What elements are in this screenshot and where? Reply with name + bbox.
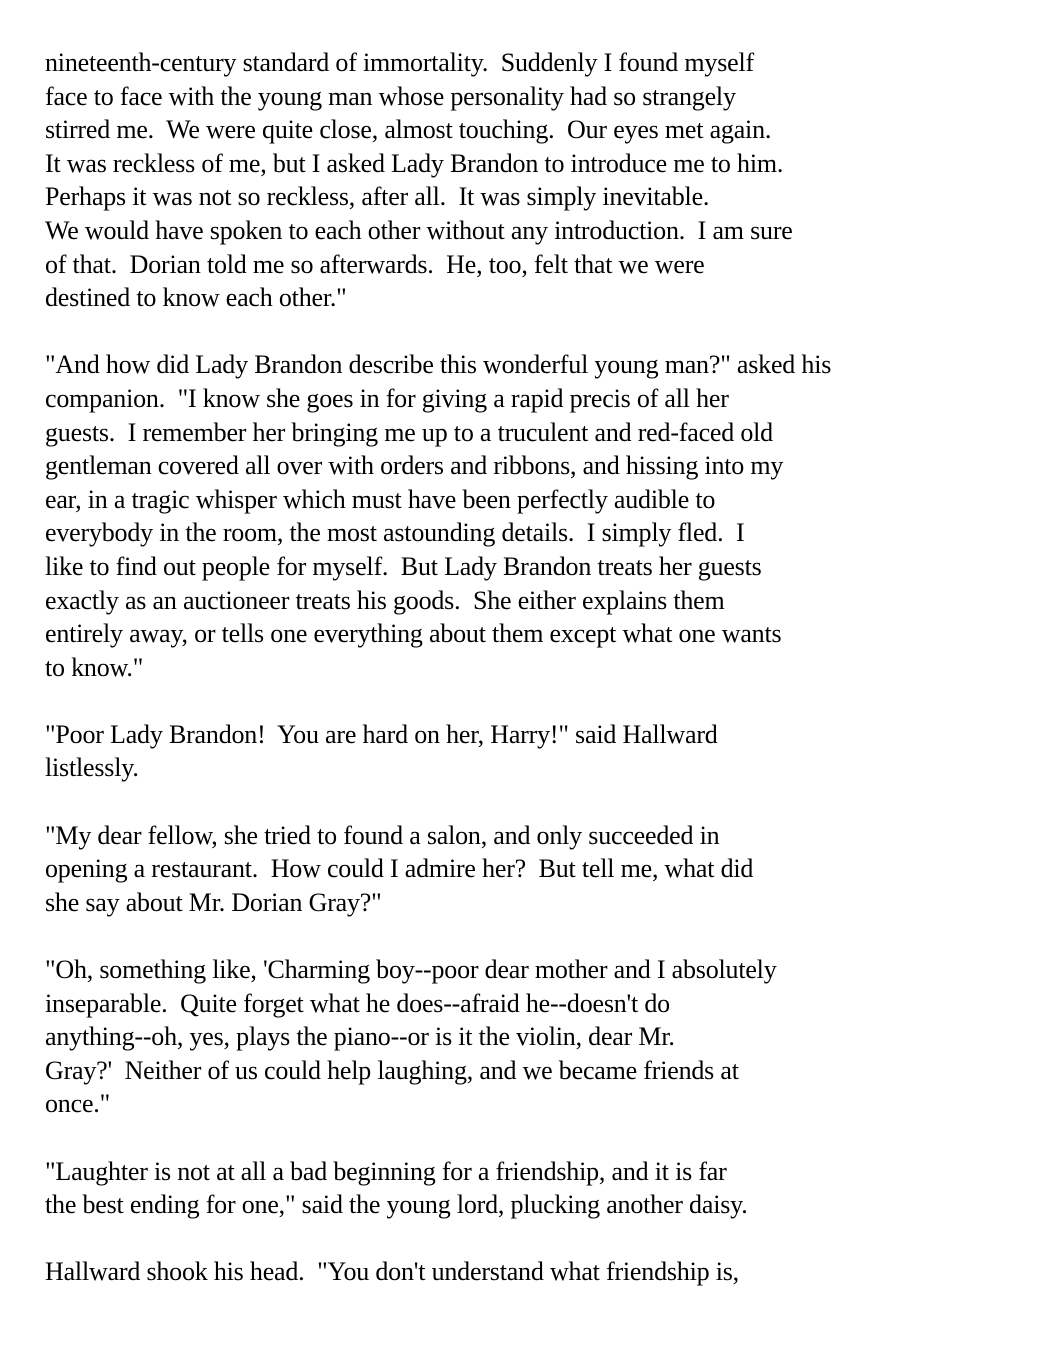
text-line: nineteenth-century standard of immortality. Suddenly I found myself xyxy=(45,48,754,77)
text-line: everybody in the room, the most astounding details. I simply fled. I xyxy=(45,518,745,548)
text-line: stirred me. We were quite close, almost touching. Our eyes met again. xyxy=(45,115,772,145)
paragraph xyxy=(45,953,1005,1121)
text-line: of that. Dorian told me so afterwards. He, too, felt that we were xyxy=(45,249,705,279)
text-line: It was reckless of me, but I asked Lady Brandon to introduce me to him. xyxy=(45,148,784,178)
text-line: companion. "I know she goes in for giving a rapid precis of all her xyxy=(45,383,729,413)
text-line: listlessly. xyxy=(45,753,139,783)
text-line: "Oh, something like, 'Charming boy--poor dear mother and I absolutely xyxy=(45,955,777,985)
document-page xyxy=(45,46,1005,1323)
paragraph xyxy=(45,348,1005,684)
text-line: Gray?' Neither of us could help laughing, and we became friends at xyxy=(45,1055,739,1085)
text-line: once." xyxy=(45,1089,110,1119)
text-line: inseparable. Quite forget what he does--afraid he--doesn't do xyxy=(45,988,670,1018)
text-line: she say about Mr. Dorian Gray?" xyxy=(45,887,382,917)
text-line: exactly as an auctioneer treats his goods. She either explains them xyxy=(45,585,725,615)
text-line: opening a restaurant. How could I admire her? But tell me, what did xyxy=(45,854,754,884)
paragraph xyxy=(45,46,1005,315)
text-line: "Poor Lady Brandon! You are hard on her, Harry!" said Hallward xyxy=(45,719,718,749)
text-line: the best ending for one," said the young lord, plucking another daisy. xyxy=(45,1190,748,1220)
paragraph xyxy=(45,1255,1005,1289)
text-line: "And how did Lady Brandon describe this wonderful young man?" asked his xyxy=(45,350,832,380)
text-line: destined to know each other." xyxy=(45,283,347,313)
text-line: We would have spoken to each other without any introduction. I am sure xyxy=(45,215,793,245)
text-line: to know." xyxy=(45,652,144,682)
text-line: Perhaps it was not so reckless, after all. It was simply inevitable. xyxy=(45,182,710,212)
paragraph xyxy=(45,718,1005,785)
text-line: Hallward shook his head. "You don't understand what friendship is, xyxy=(45,1257,739,1287)
text-line: "My dear fellow, she tried to found a salon, and only succeeded in xyxy=(45,820,720,850)
text-line: ear, in a tragic whisper which must have been perfectly audible to xyxy=(45,484,716,514)
text-line: gentleman covered all over with orders and ribbons, and hissing into my xyxy=(45,451,784,481)
text-line: guests. I remember her bringing me up to a truculent and red-faced old xyxy=(45,417,773,447)
text-line: "Laughter is not at all a bad beginning for a friendship, and it is far xyxy=(45,1156,727,1186)
text-line: like to find out people for myself. But Lady Brandon treats her guests xyxy=(45,551,762,581)
paragraph xyxy=(45,1155,1005,1222)
text-line: face to face with the young man whose personality had so strangely xyxy=(45,81,736,111)
paragraph xyxy=(45,819,1005,920)
text-line: anything--oh, yes, plays the piano--or is it the violin, dear Mr. xyxy=(45,1022,675,1052)
text-line: entirely away, or tells one everything about them except what one wants xyxy=(45,619,782,649)
